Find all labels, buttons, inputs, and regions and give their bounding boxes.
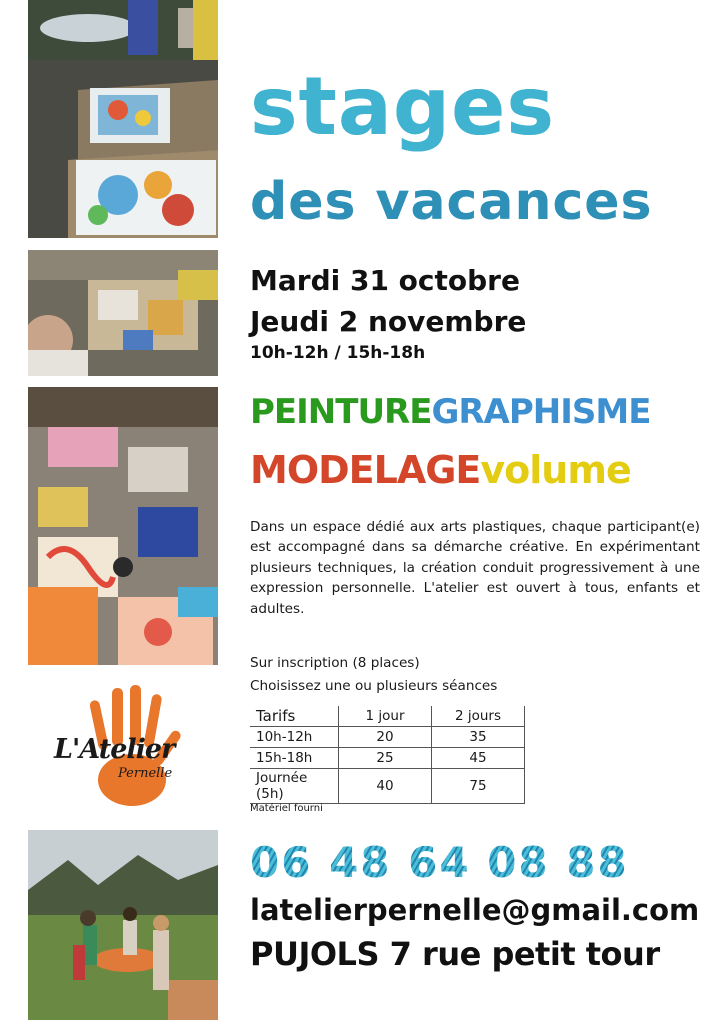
inscription-info: Sur inscription (8 places) bbox=[250, 655, 420, 671]
title-line-2: des vacances bbox=[250, 172, 653, 232]
table-row bbox=[250, 727, 525, 748]
table-cell: 25 bbox=[339, 748, 432, 769]
table-row bbox=[250, 748, 525, 769]
category-graphisme: GRAPHISME bbox=[431, 392, 651, 432]
category-peinture: PEINTURE bbox=[250, 392, 432, 432]
table-cell: Journée (5h) bbox=[250, 769, 339, 804]
table-cell: 35 bbox=[432, 727, 525, 748]
table-cell: 45 bbox=[432, 748, 525, 769]
date-2: Jeudi 2 novembre bbox=[250, 305, 527, 338]
table-header-cell: 2 jours bbox=[432, 706, 525, 727]
table-cell: 15h-18h bbox=[250, 748, 339, 769]
date-1: Mardi 31 octobre bbox=[250, 264, 520, 297]
phone-number: 06 48 64 08 88 bbox=[250, 838, 629, 887]
table-row bbox=[250, 769, 525, 804]
category-volume: volume bbox=[480, 448, 631, 492]
table-header-row bbox=[250, 706, 525, 727]
table-header-cell: Tarifs bbox=[250, 706, 339, 727]
category-modelage: MODELAGE bbox=[250, 448, 481, 492]
address: PUJOLS 7 rue petit tour bbox=[250, 935, 660, 973]
session-hours: 10h-12h / 15h-18h bbox=[250, 343, 426, 363]
description-paragraph: Dans un espace dédié aux arts plastiques, chaque participant(e) est accompagné dans sa démarche créative. En expérimentant plusieurs techniques, la création conduit progressivement à une expression personnelle. L'atelier est ouvert à tous, enfants et adultes. bbox=[250, 519, 700, 617]
atelier-pernelle-logo bbox=[50, 680, 200, 810]
logo-text-sub: Pernelle bbox=[118, 766, 173, 781]
title-line-1: stages bbox=[250, 60, 555, 153]
sessions-choice-info: Choisissez une ou plusieurs séances bbox=[250, 678, 498, 694]
table-cell: 20 bbox=[339, 727, 432, 748]
photo-children-painting-outdoors bbox=[28, 0, 218, 238]
table-header-cell: 1 jour bbox=[339, 706, 432, 727]
photo-workshop-table bbox=[28, 250, 218, 376]
email-address: latelierpernelle@gmail.com bbox=[250, 893, 700, 927]
table-cell: 40 bbox=[339, 769, 432, 804]
photo-children-garden bbox=[28, 830, 218, 1020]
category-row-1 bbox=[250, 392, 650, 432]
photo-art-materials-table bbox=[28, 387, 218, 665]
table-cell: 10h-12h bbox=[250, 727, 339, 748]
table-cell: 75 bbox=[432, 769, 525, 804]
materiel-note: Matériel fourni bbox=[250, 803, 323, 814]
logo-text-main: L'Atelier bbox=[54, 734, 175, 765]
category-row-2 bbox=[250, 448, 631, 492]
tarifs-table bbox=[250, 706, 525, 804]
